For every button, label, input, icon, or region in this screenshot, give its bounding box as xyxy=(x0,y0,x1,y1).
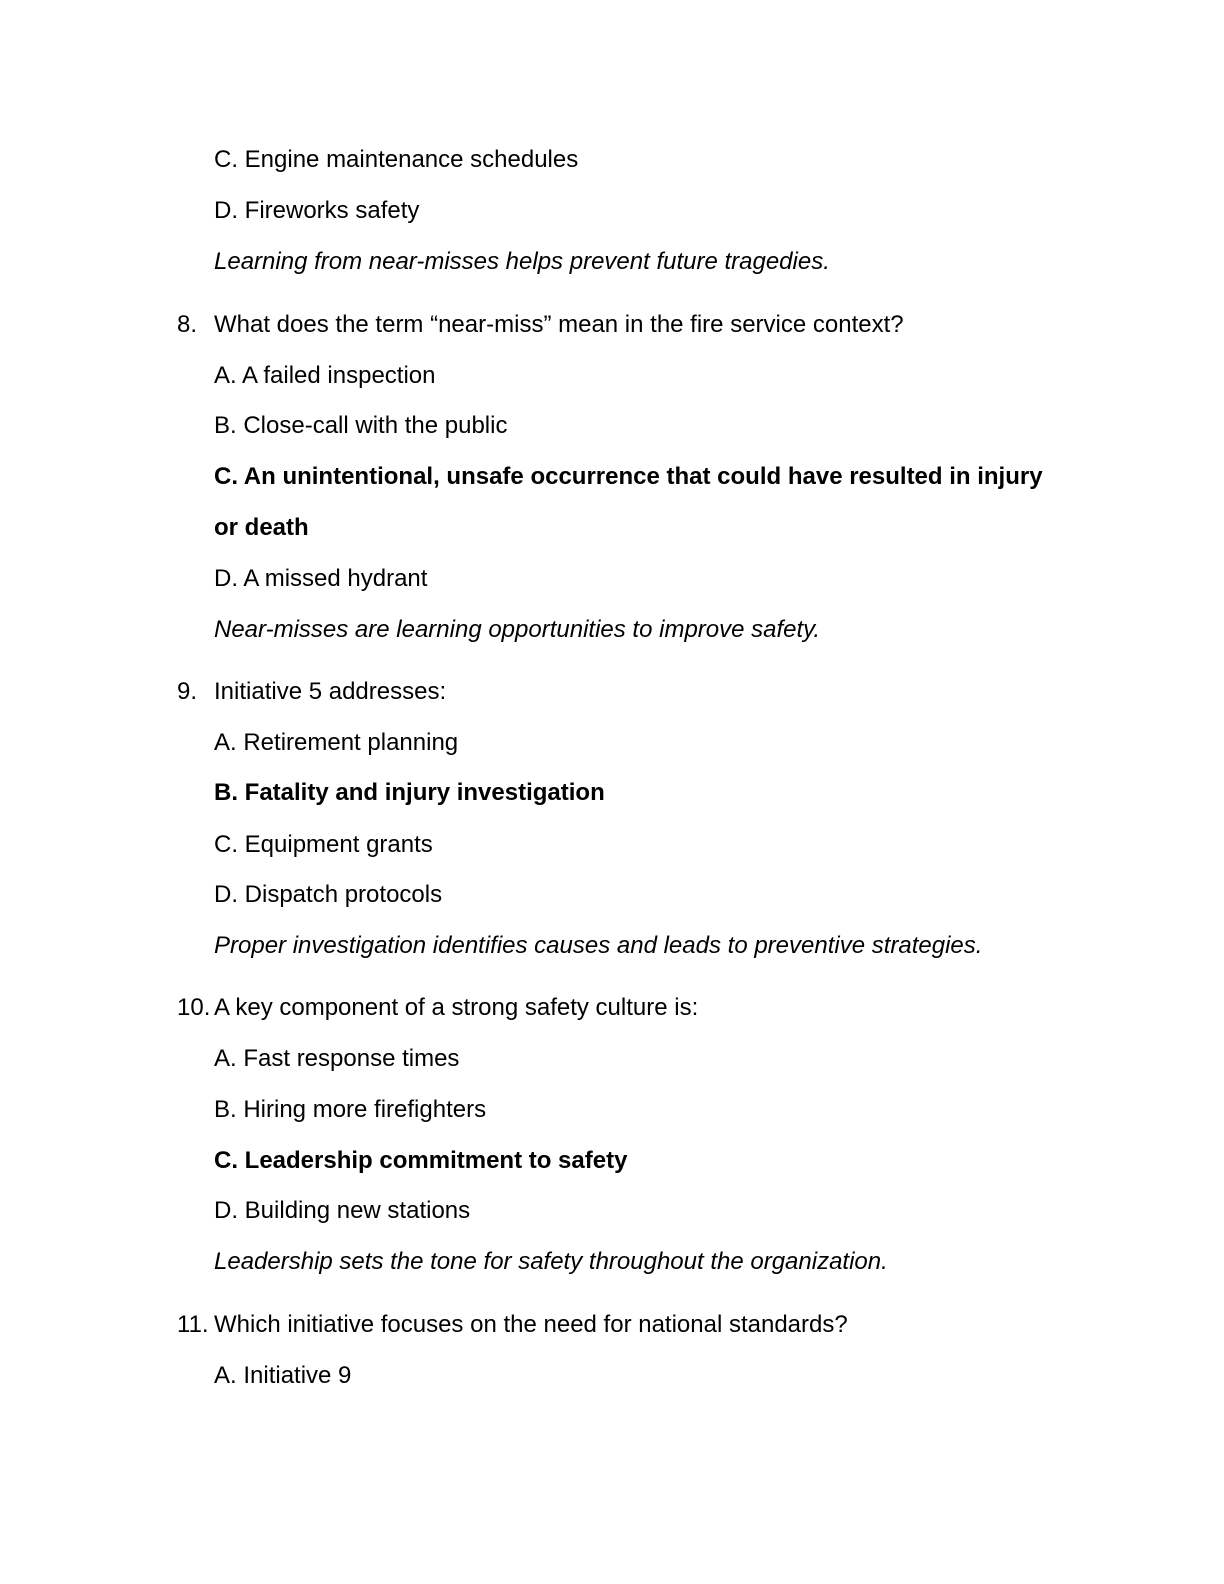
question-text: Initiative 5 addresses: xyxy=(214,678,447,705)
answer-rationale: Proper investigation identifies causes and leads to preventive strategies. xyxy=(214,932,983,959)
question-number: 10. xyxy=(177,994,211,1021)
question-number: 11. xyxy=(177,1311,209,1338)
question-text: Which initiative focuses on the need for national standards? xyxy=(214,1311,848,1338)
correct-option-c: C. Leadership commitment to safety xyxy=(214,1147,628,1174)
option-d: D. A missed hydrant xyxy=(214,565,428,592)
correct-option-c: C. An unintentional, unsafe occurrence that could have resulted in injury xyxy=(214,463,1043,490)
answer-rationale: Near-misses are learning opportunities to improve safety. xyxy=(214,616,821,643)
option-d: D. Fireworks safety xyxy=(214,197,420,224)
answer-rationale: Learning from near-misses helps prevent future tragedies. xyxy=(214,248,830,275)
correct-option-b: B. Fatality and injury investigation xyxy=(214,779,605,806)
option-b: B. Hiring more firefighters xyxy=(214,1096,487,1123)
option-a: A. A failed inspection xyxy=(214,362,436,389)
answer-rationale: Leadership sets the tone for safety throughout the organization. xyxy=(214,1248,888,1275)
question-text: A key component of a strong safety culture is: xyxy=(214,994,699,1021)
option-c: C. Engine maintenance schedules xyxy=(214,146,579,173)
option-a: A. Initiative 9 xyxy=(214,1362,352,1389)
option-d: D. Building new stations xyxy=(214,1197,471,1224)
question-number: 9. xyxy=(177,678,198,705)
correct-option-c-continued: or death xyxy=(214,514,309,541)
option-d: D. Dispatch protocols xyxy=(214,881,443,908)
option-a: A. Retirement planning xyxy=(214,729,459,756)
option-c: C. Equipment grants xyxy=(214,831,433,858)
question-number: 8. xyxy=(177,311,198,338)
question-text: What does the term “near-miss” mean in the fire service context? xyxy=(214,311,904,338)
option-a: A. Fast response times xyxy=(214,1045,460,1072)
option-b: B. Close-call with the public xyxy=(214,412,508,439)
